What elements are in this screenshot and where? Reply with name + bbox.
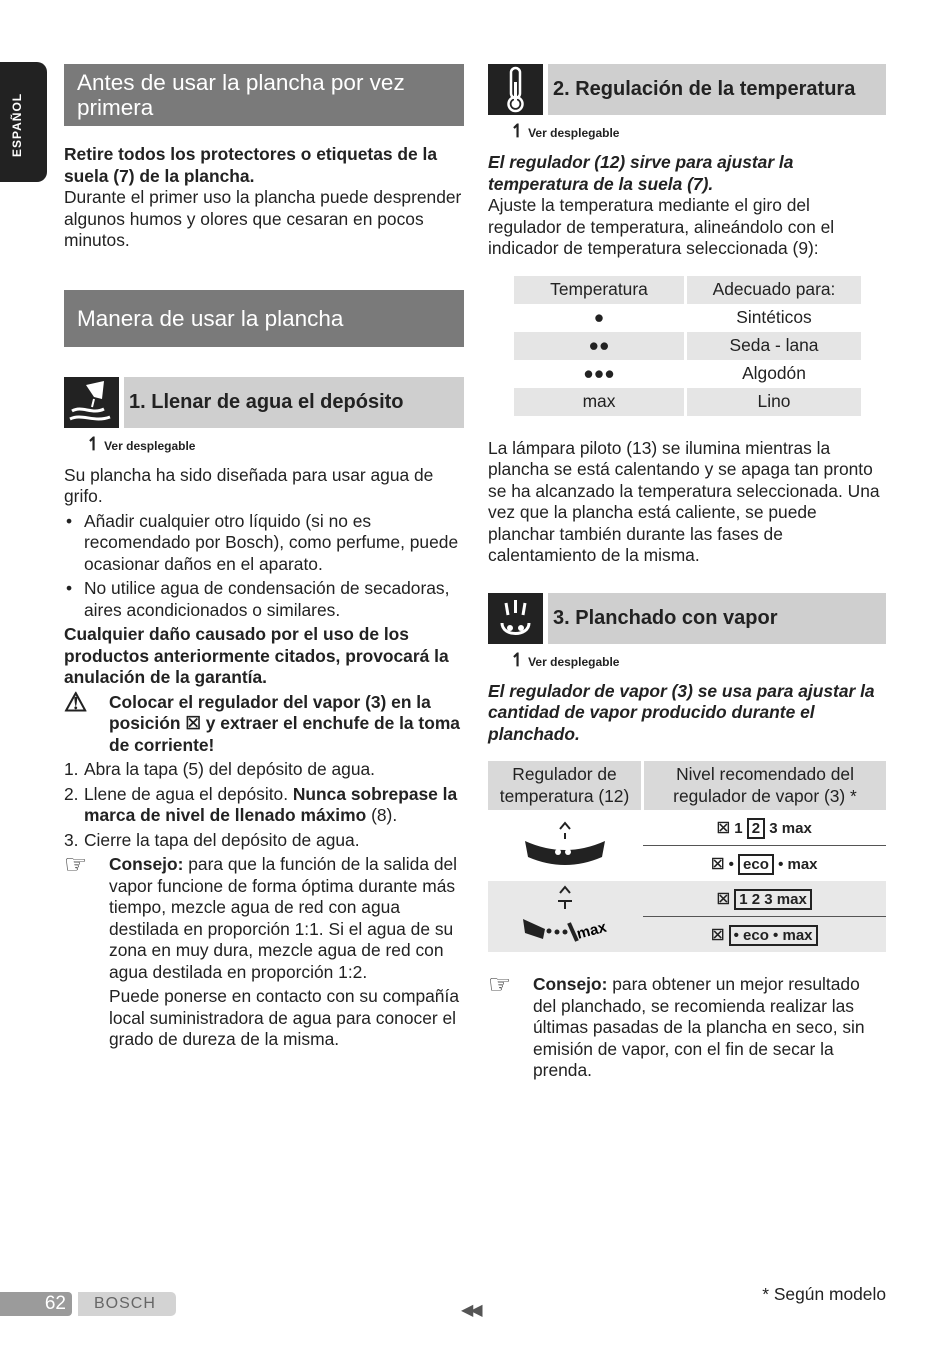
table-cell: Lino — [686, 388, 862, 416]
tip-text: para obtener un mejor resultado del planchado, se recomienda realizar las últimas pasadas de la plancha en seco, sin emisión de vapor, con el fin de secar la prenda. — [533, 974, 865, 1080]
steam-level-cell — [643, 846, 887, 882]
model-footnote: * Según modelo — [762, 1284, 886, 1304]
steam-level-cell — [643, 917, 887, 953]
see-foldout-label: Ver desplegable — [528, 126, 620, 140]
pointing-hand-icon: ☞ — [64, 849, 88, 879]
level-box: 1 2 3 max — [734, 889, 812, 910]
level-text: 3 max — [769, 819, 812, 837]
table-cell: ●● — [514, 332, 686, 360]
step-tail: (8). — [371, 805, 398, 825]
arrow-up-icon: ↿ — [510, 121, 526, 141]
table-row — [514, 304, 861, 332]
arrow-up-icon: ↿ — [86, 433, 102, 454]
temperature-dial-low-icon — [520, 819, 610, 869]
step-text: Llene de agua el depósito. — [84, 783, 289, 804]
see-foldout-label: Ver desplegable — [528, 654, 620, 669]
dial-low-cell — [488, 810, 643, 881]
table-row — [488, 881, 886, 917]
see-foldout-steam — [510, 650, 886, 671]
step-number: 2. — [64, 783, 79, 804]
tip-block-steam — [488, 969, 886, 1082]
steam-level-cell — [643, 810, 887, 846]
page-nav-back-icon[interactable]: ◀◀ — [461, 1302, 480, 1319]
steam-off-icon: ☒ — [185, 713, 201, 733]
list-item: • Añadir cualquier otro líquido (si no es recomendado por Bosch), como perfume, puede ocasionar daños en el aparato. — [64, 511, 464, 576]
tip-block — [64, 849, 464, 1051]
steam-off-icon: ☒ — [711, 926, 725, 944]
dial-high-cell — [488, 881, 643, 952]
temp-text: Ajuste la temperatura mediante el giro del regulador de temperatura, alineándolo con el indicador de temperatura seleccionada (9): — [488, 195, 835, 258]
tip-extra: Puede ponerse en contacto con su compañía local suministradora de agua para conocer el grado de dureza de la misma. — [109, 986, 459, 1049]
table-header: Nivel recomendado del regulador de vapor (3) * — [643, 761, 887, 810]
table-header: Adecuado para: — [686, 276, 862, 304]
fill-water-icon — [64, 377, 119, 428]
steam-icon — [488, 593, 543, 644]
temp-lead: El regulador (12) sirve para ajustar la temperatura de la suela (7). — [488, 152, 794, 194]
table-row — [488, 761, 886, 810]
list-item: • No utilice agua de condensación de secadoras, aires acondicionados o similares. — [64, 578, 464, 621]
first-use-text: Durante el primer uso la plancha puede desprender algunos humos y olores que cesaran en pocos minutos. — [64, 187, 462, 250]
language-tab — [0, 62, 47, 182]
tip-label: Consejo: — [109, 854, 184, 874]
table-cell: Algodón — [742, 363, 806, 383]
arrow-up-icon: ↿ — [510, 649, 526, 670]
subsection-header-temp — [488, 64, 886, 115]
table-row — [488, 810, 886, 846]
steam-off-icon: ☒ — [716, 890, 731, 908]
see-foldout-label: Ver desplegable — [104, 438, 196, 453]
table-row — [514, 360, 861, 388]
language-label: ESPAÑOL — [10, 92, 24, 157]
table-row — [514, 388, 861, 416]
level-text: 1 — [734, 819, 743, 837]
level-box: • eco • max — [729, 925, 818, 946]
pointing-hand-icon: ☞ — [488, 969, 512, 999]
see-foldout-temp — [510, 121, 886, 142]
dial-max-label: max — [575, 918, 609, 943]
first-use-bold-text: Retire todos los protectores o etiquetas de la suela (7) de la plancha. — [64, 144, 438, 186]
table-cell: ● — [514, 304, 686, 332]
page-number: 62 — [0, 1292, 72, 1316]
left-column — [64, 64, 464, 1051]
caution-text-b: y extraer el enchufe de la toma de corriente! — [109, 713, 460, 755]
table-cell: max — [514, 388, 686, 416]
level-text: • — [728, 855, 734, 873]
steam-level-cell — [643, 881, 887, 917]
caution-block — [64, 686, 464, 757]
warranty-warning: Cualquier daño causado por el uso de los productos anteriormente citados, provocará la anulación de la garantía. — [64, 624, 449, 687]
tip-text: para que la función de la salida del vapor funcione de forma óptima durante más tiempo, mezcle agua de red con agua destilada en proporción 1:1. Si el agua de su zona en muy dura, mezcle agua de red con agua destilada en proporción 1:2. — [109, 854, 458, 982]
step-number: 1. — [64, 759, 79, 779]
temperature-table — [514, 276, 861, 416]
fill-intro: Su plancha ha sido diseñada para usar agua de grifo. — [64, 464, 434, 506]
subsection-title-temp: 2. Regulación de la temperatura — [548, 64, 886, 115]
subsection-title-fill: 1. Llenar de agua el depósito — [124, 377, 464, 428]
steam-off-icon: ☒ — [710, 855, 725, 873]
step-number: 3. — [64, 829, 79, 850]
thermometer-icon — [488, 64, 543, 115]
table-cell: ●●● — [514, 360, 686, 388]
subsection-header-steam — [488, 593, 886, 644]
table-row — [514, 276, 861, 304]
table-cell: Sintéticos — [736, 307, 812, 327]
steam-table — [488, 761, 886, 952]
subsection-title-steam: 3. Planchado con vapor — [548, 593, 886, 644]
steam-off-icon: ☒ — [716, 819, 731, 837]
table-cell: Seda - lana — [686, 332, 862, 360]
step-item — [64, 759, 464, 781]
step-text: Abra la tapa (5) del depósito de agua. — [84, 759, 376, 779]
warning-triangle-icon: ⚠ — [64, 686, 88, 717]
step-item — [64, 830, 464, 852]
brand-label: BOSCH — [78, 1292, 176, 1316]
subsection-header-fill — [64, 377, 464, 428]
step-text: Cierre la tapa del depósito de agua. — [84, 829, 360, 850]
table-header: Temperatura — [514, 276, 686, 304]
step-bold-text: Nunca sobrepase la marca de nivel de llenado máximo — [84, 783, 458, 825]
step-item — [64, 784, 464, 827]
tip-label: Consejo: — [533, 974, 608, 994]
level-text: • max — [778, 855, 818, 873]
steam-lead: El regulador de vapor (3) se usa para ajustar la cantidad de vapor producido durante el planchado. — [488, 680, 875, 744]
table-row — [514, 332, 861, 360]
level-box: eco — [738, 854, 774, 875]
temperature-dial-high-icon — [515, 885, 615, 945]
caution-text-a: Colocar el regulador del vapor (3) en la posición — [109, 691, 431, 733]
right-column — [488, 64, 886, 1082]
see-foldout-fill — [86, 434, 464, 455]
section-title-first-use: Antes de usar la plancha por vez primera — [64, 64, 464, 126]
table-header: Regulador de temperatura (12) — [488, 761, 643, 810]
section-title-usage: Manera de usar la plancha — [64, 290, 464, 347]
level-box: 2 — [747, 818, 765, 839]
pilot-lamp-text: La lámpara piloto (13) se ilumina mientras la plancha se está calentando y se apaga tan pronto se ha alcanzado la temperatura seleccionada. Una vez que la plancha está caliente, se puede planchar también durante las fases de calentamiento de la misma. — [488, 437, 880, 565]
